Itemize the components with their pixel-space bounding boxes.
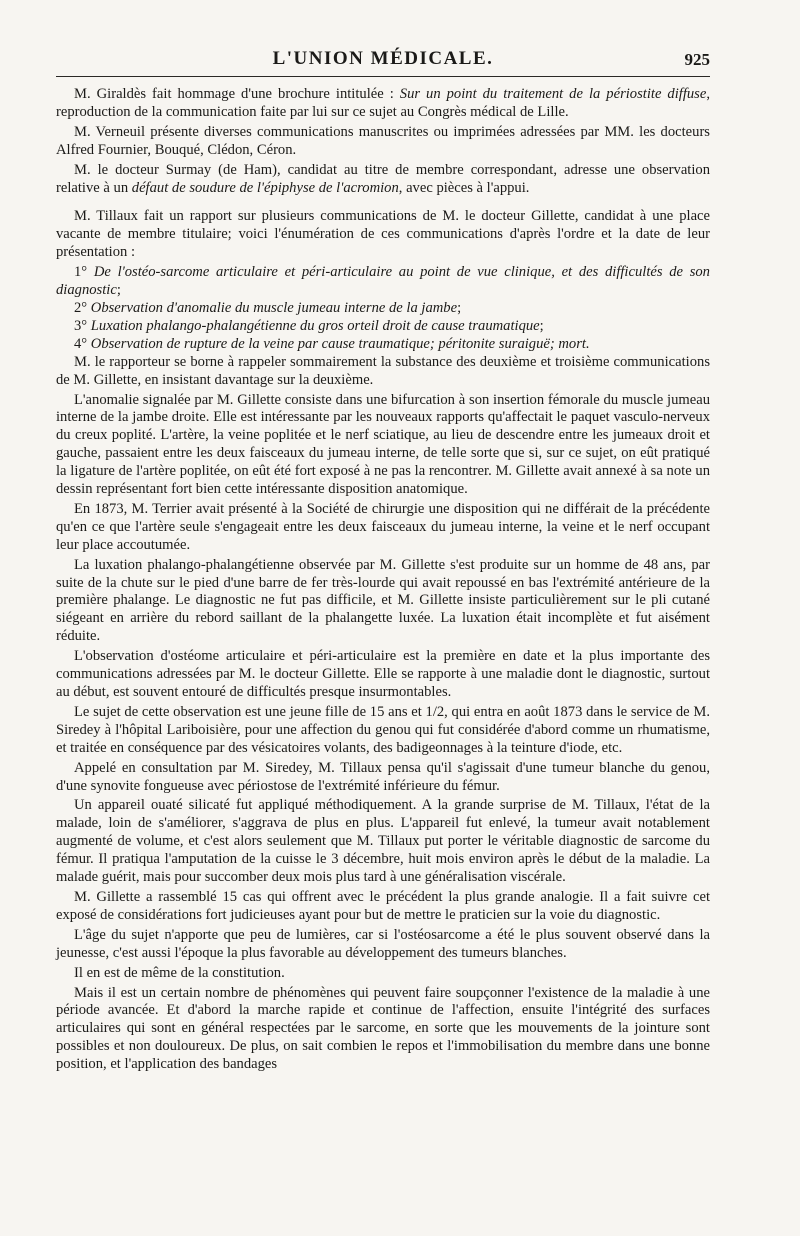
page-number: 925	[684, 50, 710, 69]
text-run: M. Giraldès fait hommage d'une brochure intitulée :	[74, 86, 400, 102]
text-run: La luxation phalango-phalangétienne observée par M. Gillette s'est produite sur un homme de 48 ans, par suite de la chute sur le pied d'une barre de fer très-lourde qui avait repoussé en bas l'extrémité antérieure de la première phalange. Le diagnostic ne fut pas difficile, et M. Gillette insiste particulièrement sur le pli cutané siégeant en arrière du rebord saillant de la phalangette luxée. La luxation était incomplète et fut aisément réduite.	[56, 556, 710, 645]
text-run: Mais il est un certain nombre de phénomènes qui peuvent faire soupçonner l'existence de la maladie à une période avancée. Et d'abord la marche rapide et continue de l'affection, ensuite l'intégrité des surfaces articulaires qui sont en général respectées par le sarcome, en sorte que les mouvements de la jointure sont possibles et non douloureux. De plus, on sait combien le repos et l'immobilisation du membre dans une bonne position, et l'application des bandages	[56, 984, 710, 1073]
list-item	[56, 318, 710, 336]
paragraph	[56, 985, 710, 1075]
text-run: , reproduction de la communication faite par lui sur ce sujet au Congrès médical de Lille.	[56, 86, 710, 120]
paragraph	[56, 760, 710, 796]
text-run: En 1873, M. Terrier avait présenté à la Société de chirurgie une disposition qui ne différait de la précédente qu'en ce que l'artère seule s'engageait entre les deux faisceaux du jumeau interne, la veine et le nerf occupant leur place accoutumée.	[56, 500, 710, 553]
paragraph	[56, 354, 710, 390]
text-run: 3°	[74, 317, 91, 334]
italic-text: Observation d'anomalie du muscle jumeau interne de la jambe	[90, 299, 458, 316]
paragraph	[56, 501, 710, 555]
paragraph	[56, 557, 710, 647]
paragraph	[56, 927, 710, 963]
text-run: M. Gillette a rassemblé 15 cas qui offrent avec le précédent la plus grande analogie. Il a fait suivre cet exposé de considérations fort judicieuses ayant pour but de mettre le praticien sur la voie du diagnostic.	[56, 888, 710, 923]
paragraph	[56, 124, 710, 160]
list-item	[56, 264, 710, 300]
text-run: L'anomalie signalée par M. Gillette consiste dans une bifurcation à son insertion fémorale du muscle jumeau interne de la jambe droite. Elle est intéressante par les nouveaux rapports qu'affectait le paquet vasculo-nerveux du creux poplité. L'artère, la veine poplitée et le nerf sciatique, au lieu de descendre entre les jumeaux droit et gauche, passaient entre les deux faisceaux du jumeau interne, de telle sorte que si, sur ce sujet, on eût pratiqué la ligature de l'artère poplitée, on eût été fort exposé à ne pas la rencontrer. M. Gillette avait annexé à sa note un dessin représentant fort bien cette intéressante disposition anatomique.	[56, 391, 710, 498]
text-run: L'âge du sujet n'apporte que peu de lumières, car si l'ostéosarcome a été le plus souvent observé dans la jeunesse, c'est aussi l'époque la plus favorable au développement des tumeurs blanches.	[56, 926, 710, 961]
italic-text: Sur un point du traitement de la périostite diffuse	[399, 86, 707, 102]
paragraph	[56, 648, 710, 702]
italic-text: De l'ostéo-sarcome articulaire et péri-articulaire au point de vue clinique, et des difficultés de son diagnostic	[56, 264, 710, 299]
paragraph	[56, 889, 710, 925]
text-run: M. Verneuil présente diverses communications manuscrites ou imprimées adressées par MM. les docteurs Alfred Fournier, Bouqué, Clédon, Céron.	[56, 123, 710, 158]
paragraph	[56, 162, 710, 198]
text-run: , avec pièces à l'appui.	[398, 179, 530, 196]
text-run: ;	[116, 282, 121, 299]
text-run: 4°	[74, 335, 91, 352]
page-header	[56, 46, 710, 77]
text-run: L'observation d'ostéome articulaire et péri-articulaire est la première en date et la plus importante des communications adressées par M. le docteur Gillette. Elle se rapporte à une maladie dont le diagnostic, surtout au début, est souvent entouré de difficultés presque insurmontables.	[56, 648, 710, 700]
paragraph	[56, 208, 710, 262]
italic-text: Observation de rupture de la veine par cause traumatique; péritonite suraiguë; mort.	[90, 335, 590, 352]
text-run: 1°	[74, 264, 94, 281]
text-run: Appelé en consultation par M. Siredey, M. Tillaux pensa qu'il s'agissait d'une tumeur blanche du genou, d'une synovite fongueuse avec périostose de l'extrémité inférieure du fémur.	[56, 759, 710, 794]
paragraph	[56, 704, 710, 758]
journal-title: L'UNION MÉDICALE.	[272, 48, 494, 69]
text-run: ;	[457, 299, 462, 316]
text-run: 2°	[74, 299, 91, 316]
italic-text: Luxation phalango-phalangétienne du gros orteil droit de cause traumatique	[90, 317, 540, 334]
text-run: Un appareil ouaté silicaté fut appliqué méthodiquement. A la grande surprise de M. Tillaux, l'état de la malade, loin de s'améliorer, s'aggrava de plus en plus. L'appareil fut enlevé, la tumeur avait notablement augmenté de volume, et c'est alors seulement que M. Tillaux put porter le véritable diagnostic de sarcome du fémur. Il pratiqua l'amputation de la cuisse le 3 décembre, huit mois environ après le début de la maladie. La malade guérit, mais pour succomber deux mois plus tard à une généralisation viscérale.	[56, 797, 710, 886]
paragraph	[56, 965, 710, 983]
text-run: M. le rapporteur se borne à rappeler sommairement la substance des deuxième et troisième communications de M. Gillette, en insistant davantage sur la deuxième.	[56, 353, 710, 388]
text-run: Le sujet de cette observation est une jeune fille de 15 ans et 1/2, qui entra en août 1873 dans le service de M. Siredey à l'hôpital Lariboisière, pour une affection du genou qui fut considérée d'abord comme un rhumatisme, et traitée en conséquence par des vésicatoires volants, des badigeonnages à la teinture d'iode, etc.	[56, 703, 710, 756]
text-run: M. le docteur Surmay (de Ham), candidat au titre de membre correspondant, adresse une observation relative à un	[56, 161, 710, 196]
text-run: ;	[539, 317, 544, 334]
paragraph	[56, 86, 710, 122]
list-item	[56, 300, 710, 318]
article-body	[56, 86, 710, 1076]
italic-text: défaut de soudure de l'épiphyse de l'acromion	[131, 179, 399, 196]
paragraph	[56, 797, 710, 887]
text-run: Il en est de même de la constitution.	[74, 964, 285, 981]
text-run: M. Tillaux fait un rapport sur plusieurs communications de M. le docteur Gillette, candidat à une place vacante de membre titulaire; voici l'énumération de ces communications d'après l'ordre et la date de leur présentation :	[56, 208, 710, 261]
list-item	[56, 336, 710, 354]
paragraph	[56, 392, 710, 499]
